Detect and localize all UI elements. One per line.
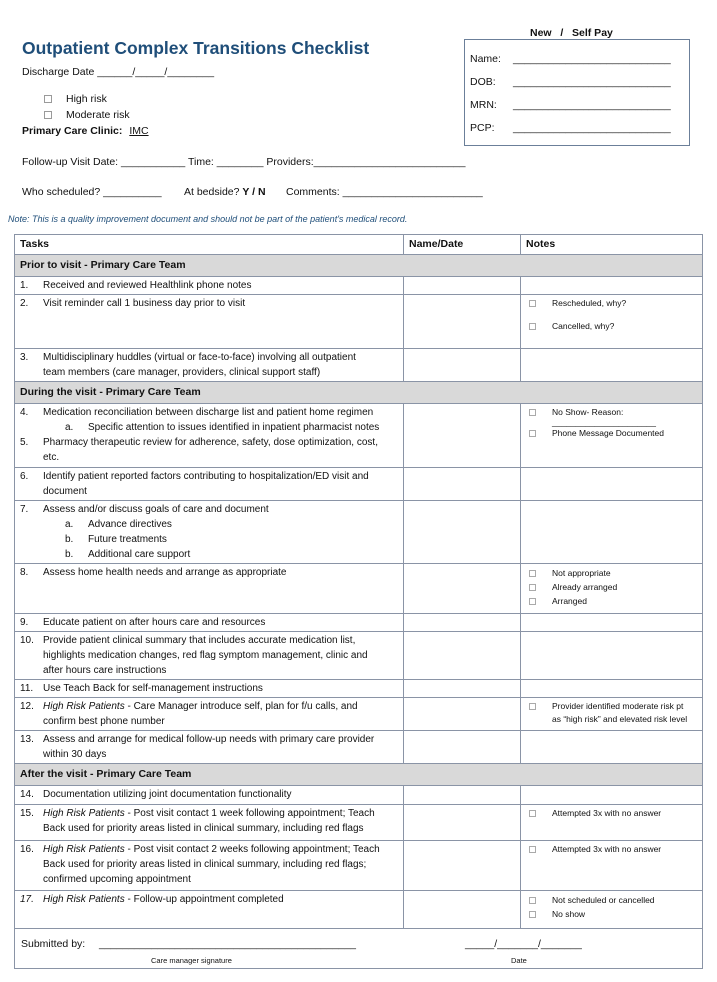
note-label: Provider identified moderate risk pt	[552, 701, 684, 711]
notes-cell[interactable]	[521, 680, 703, 698]
name-date-cell[interactable]	[404, 698, 521, 731]
checkbox-icon[interactable]	[529, 409, 536, 416]
checkbox-icon[interactable]	[529, 584, 536, 591]
discharge-date-field[interactable]: Discharge Date ______/_____/________	[22, 66, 215, 78]
sub-item: b. Future treatments	[65, 534, 167, 545]
table-row	[15, 680, 703, 698]
name-date-cell[interactable]	[404, 632, 521, 680]
note-label: Attempted 3x with no answer	[552, 808, 662, 818]
notes-cell	[521, 841, 703, 891]
high-risk-label: High Risk Patients	[43, 894, 125, 905]
high-risk-label: High risk	[66, 93, 107, 105]
note-label: Already arranged	[552, 582, 618, 592]
task-text: - Follow-up appointment completed	[124, 894, 284, 905]
notes-cell[interactable]	[521, 277, 703, 295]
task-number: 10.	[20, 635, 34, 646]
task-text: Visit reminder call 1 business day prior to visit	[43, 298, 246, 309]
name-date-cell[interactable]	[404, 349, 521, 382]
name-date-cell[interactable]	[404, 404, 521, 468]
task-text: Assess and/or discuss goals of care and document	[43, 504, 269, 515]
checkbox-icon[interactable]	[529, 703, 536, 710]
name-date-cell[interactable]	[404, 786, 521, 805]
table-row	[15, 731, 703, 764]
note-option[interactable]	[529, 320, 696, 333]
section-during: During the visit - Primary Care Team	[15, 382, 703, 404]
dob-label: DOB:	[470, 76, 496, 88]
table-row	[15, 468, 703, 501]
date-caption: Date	[511, 956, 527, 965]
pcp-label: PCP:	[470, 122, 495, 134]
sub-item: a. Advance directives	[65, 519, 172, 530]
dob-field[interactable]: ___________________________	[513, 76, 671, 88]
note-label: Cancelled, why?	[552, 321, 615, 331]
followup-line[interactable]: Follow-up Visit Date: ___________ Time: ________ Providers:__________________________	[22, 156, 466, 168]
task-number: 1.	[20, 280, 29, 291]
name-date-cell[interactable]	[404, 680, 521, 698]
note-label: as “high risk” and elevated risk level	[552, 714, 688, 724]
table-row	[15, 614, 703, 632]
checkbox-icon[interactable]	[529, 570, 536, 577]
checkbox-icon[interactable]	[529, 300, 536, 307]
disclaimer-note: Note: This is a quality improvement document and should not be part of the patient's medical record.	[8, 214, 408, 224]
task-text: team members (care manager, providers, clinical support staff)	[43, 367, 321, 378]
task-text: Identify patient reported factors contributing to hospitalization/ED visit and	[43, 471, 369, 482]
submission-row	[15, 929, 703, 969]
notes-cell	[521, 805, 703, 841]
col-name-date: Name/Date	[404, 235, 521, 255]
task-number: 12.	[20, 701, 34, 712]
note-option[interactable]	[529, 566, 696, 580]
page-title: Outpatient Complex Transitions Checklist	[22, 38, 370, 58]
checkbox-icon[interactable]	[529, 430, 536, 437]
checkbox-icon[interactable]	[44, 95, 52, 103]
table-row	[15, 349, 703, 382]
signature-caption: Care manager signature	[151, 956, 232, 965]
task-text: - Post visit contact 1 week following appointment; Teach	[124, 808, 375, 819]
checkbox-icon[interactable]	[529, 897, 536, 904]
signature-field[interactable]: ____________________________________________	[99, 938, 356, 950]
pcp-field[interactable]: ___________________________	[513, 122, 671, 134]
col-notes: Notes	[521, 235, 703, 255]
task-number: 13.	[20, 734, 34, 745]
checkbox-icon[interactable]	[529, 911, 536, 918]
notes-cell	[521, 891, 703, 929]
name-date-cell[interactable]	[404, 805, 521, 841]
comments-field[interactable]: Comments: ________________________	[286, 186, 483, 198]
name-date-cell[interactable]	[404, 564, 521, 614]
reason-field[interactable]: ______________________	[552, 417, 657, 427]
table-row	[15, 632, 703, 680]
task-text: confirmed upcoming appointment	[43, 874, 191, 885]
task-text: Back used for priority areas listed in clinical summary, including red flags;	[43, 859, 367, 870]
notes-cell	[521, 698, 703, 731]
task-number: 7.	[20, 504, 29, 515]
table-row	[15, 698, 703, 731]
table-row	[15, 564, 703, 614]
notes-cell	[521, 404, 703, 468]
task-text: Received and reviewed Healthlink phone notes	[43, 280, 252, 291]
pcc-value[interactable]: IMC	[129, 125, 149, 137]
submitted-by-label: Submitted by:	[21, 938, 86, 950]
task-text: Educate patient on after hours care and resources	[43, 617, 266, 628]
task-text: Medication reconciliation between discharge list and patient home regimen	[43, 407, 374, 418]
at-bedside-value: Y / N	[242, 186, 266, 198]
task-number: 3.	[20, 352, 29, 363]
name-date-cell[interactable]	[404, 614, 521, 632]
checkbox-icon[interactable]	[529, 598, 536, 605]
name-date-cell[interactable]	[404, 501, 521, 564]
task-number: 6.	[20, 471, 29, 482]
table-row	[15, 295, 703, 349]
task-text: highlights medication changes, red flag symptom management, clinic and	[43, 650, 368, 661]
task-text: Back used for priority areas listed in clinical summary, including red flags	[43, 823, 364, 834]
name-date-cell[interactable]	[404, 891, 521, 929]
checkbox-icon[interactable]	[44, 111, 52, 119]
task-text: after hours care instructions	[43, 665, 167, 676]
task-number: 2.	[20, 298, 29, 309]
table-row	[15, 501, 703, 564]
task-text: Multidisciplinary huddles (virtual or face-to-face) involving all outpatient	[43, 352, 356, 363]
moderate-risk-label: Moderate risk	[66, 109, 130, 121]
task-text: within 30 days	[43, 749, 107, 760]
task-number: 8.	[20, 567, 29, 578]
task-number: 4.	[20, 407, 29, 418]
note-label: Rescheduled, why?	[552, 298, 627, 308]
notes-cell[interactable]	[521, 501, 703, 564]
high-risk-label: High Risk Patients	[43, 844, 125, 855]
task-number: 9.	[20, 617, 29, 628]
payer-status: New / Self Pay	[530, 27, 613, 39]
high-risk-option[interactable]	[44, 93, 107, 105]
task-text: Use Teach Back for self-management instructions	[43, 683, 263, 694]
notes-cell[interactable]	[521, 468, 703, 501]
pcc-label: Primary Care Clinic:	[22, 125, 123, 137]
mrn-field[interactable]: ___________________________	[513, 99, 671, 111]
table-row	[15, 805, 703, 841]
task-text: Provide patient clinical summary that includes accurate medication list,	[43, 635, 356, 646]
note-label: Attempted 3x with no answer	[552, 844, 662, 854]
section-after: After the visit - Primary Care Team	[15, 764, 703, 786]
high-risk-label: High Risk Patients	[43, 808, 125, 819]
name-date-cell[interactable]	[404, 841, 521, 891]
sub-item: b. Additional care support	[65, 549, 191, 560]
note-option[interactable]	[529, 807, 696, 820]
note-option[interactable]	[529, 893, 696, 907]
table-row	[15, 404, 703, 468]
sub-item: a. Specific attention to issues identified in inpatient pharmacist notes	[65, 422, 380, 433]
moderate-risk-option[interactable]	[44, 109, 130, 121]
table-row	[15, 277, 703, 295]
notes-cell[interactable]	[521, 632, 703, 680]
at-bedside-field[interactable]	[184, 186, 266, 198]
date-field[interactable]: _____/_______/_______	[465, 938, 582, 950]
notes-cell[interactable]	[521, 349, 703, 382]
task-text: - Care Manager introduce self, plan for f/u calls, and	[124, 701, 358, 712]
checklist-table	[14, 234, 703, 969]
task-text: confirm best phone number	[43, 716, 165, 727]
notes-cell	[521, 295, 703, 349]
high-risk-label: High Risk Patients	[43, 701, 125, 712]
task-number: 17.	[20, 894, 34, 905]
patient-info-box	[464, 39, 690, 146]
name-date-cell[interactable]	[404, 468, 521, 501]
table-row	[15, 891, 703, 929]
note-option[interactable]	[529, 580, 696, 594]
task-text: Pharmacy therapeutic review for adherence, safety, dose optimization, cost,	[43, 437, 378, 448]
note-option[interactable]	[529, 427, 696, 440]
who-scheduled-field[interactable]: Who scheduled? __________	[22, 186, 162, 198]
name-date-cell[interactable]	[404, 277, 521, 295]
task-number: 15.	[20, 808, 34, 819]
notes-cell[interactable]	[521, 731, 703, 764]
note-label: Not appropriate	[552, 568, 611, 578]
note-label: No show	[552, 909, 586, 919]
task-text: Assess and arrange for medical follow-up needs with primary care provider	[43, 734, 375, 745]
name-field[interactable]: ___________________________	[513, 53, 671, 65]
checkbox-icon[interactable]	[529, 846, 536, 853]
checkbox-icon[interactable]	[529, 810, 536, 817]
task-text: Assess home health needs and arrange as appropriate	[43, 567, 287, 578]
note-option[interactable]	[529, 700, 696, 713]
name-label: Name:	[470, 53, 501, 65]
name-date-cell[interactable]	[404, 731, 521, 764]
checkbox-icon[interactable]	[529, 323, 536, 330]
notes-cell[interactable]	[521, 614, 703, 632]
notes-cell	[521, 564, 703, 614]
note-option[interactable]	[529, 843, 696, 856]
note-label: Not scheduled or cancelled	[552, 895, 655, 905]
note-option[interactable]	[529, 594, 696, 608]
at-bedside-label: At bedside?	[184, 186, 240, 198]
mrn-label: MRN:	[470, 99, 497, 111]
task-text: document	[43, 486, 87, 497]
name-date-cell[interactable]	[404, 295, 521, 349]
section-prior: Prior to visit - Primary Care Team	[15, 255, 703, 277]
task-number: 14.	[20, 789, 34, 800]
task-text: Documentation utilizing joint documentation functionality	[43, 789, 292, 800]
task-text: - Post visit contact 2 weeks following appointment; Teach	[124, 844, 380, 855]
primary-care-clinic	[22, 125, 149, 137]
table-row	[15, 786, 703, 805]
note-option[interactable]	[529, 297, 696, 310]
note-label: No Show- Reason:	[552, 407, 624, 417]
task-number: 11.	[20, 683, 34, 694]
note-option[interactable]	[529, 907, 696, 921]
task-number: 5.	[20, 437, 29, 448]
task-number: 16.	[20, 844, 34, 855]
table-row	[15, 841, 703, 891]
col-tasks: Tasks	[15, 235, 404, 255]
notes-cell[interactable]	[521, 786, 703, 805]
note-label: Arranged	[552, 596, 587, 606]
task-text: etc.	[43, 452, 60, 463]
note-label: Phone Message Documented	[552, 428, 664, 438]
